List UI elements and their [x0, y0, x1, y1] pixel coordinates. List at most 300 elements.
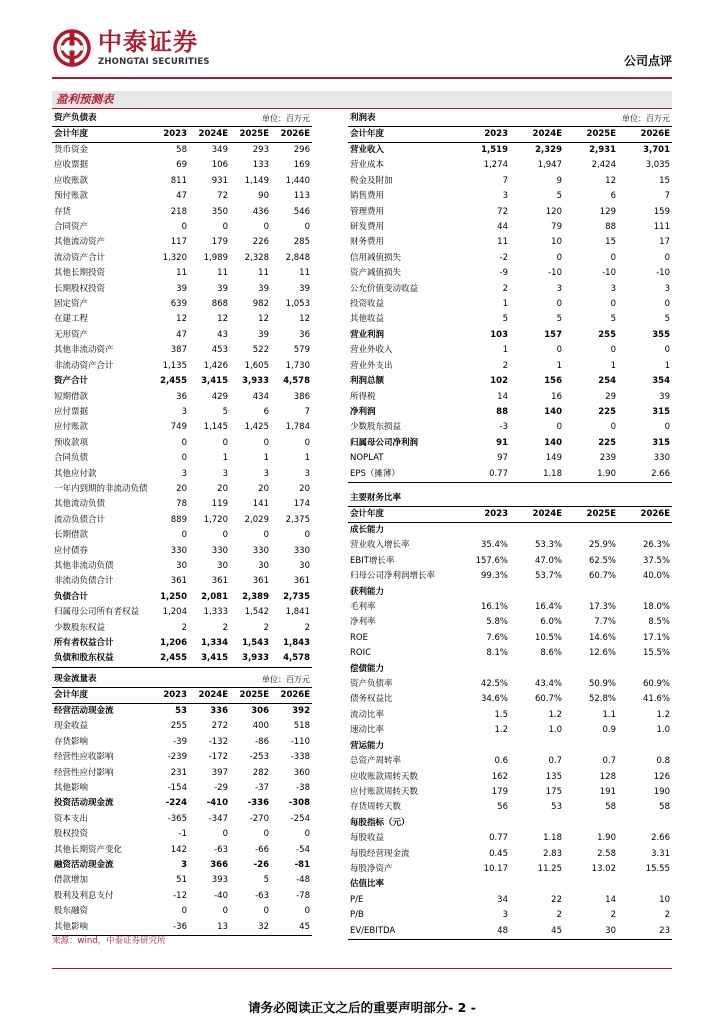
table-row [348, 343, 672, 358]
row-label: 销售费用 [350, 191, 385, 202]
row-value: 0 [222, 437, 228, 448]
row-value: 0 [304, 530, 310, 541]
row-value: 3 [181, 406, 187, 417]
row-value: 0.77 [456, 467, 510, 483]
table-row [52, 158, 312, 173]
row-value: 103 [490, 329, 508, 340]
footer-divider [52, 968, 672, 969]
row-value: 39 [258, 329, 269, 340]
table-row [52, 528, 312, 543]
row-value: 1.0 [548, 725, 562, 736]
row-value: 30 [176, 560, 187, 571]
row-value: 3.31 [651, 848, 670, 859]
year-header: 2023 [148, 127, 189, 143]
row-value: 88 [496, 406, 508, 417]
row-value [564, 877, 618, 892]
table-row [52, 436, 312, 451]
source-note: 来源：wind，中泰证券研究所 [52, 936, 166, 946]
row-value: 239 [599, 453, 616, 464]
row-value: 18.0% [642, 602, 670, 613]
row-value: 35.4% [480, 540, 508, 551]
table-row [348, 692, 672, 707]
header-divider [52, 77, 672, 79]
row-value: 40.0% [642, 571, 670, 582]
row-value: 1,989 [203, 252, 228, 263]
row-value: 2,389 [242, 591, 269, 602]
row-value: 91 [496, 437, 508, 448]
row-value: 169 [293, 160, 310, 171]
row-value: 179 [211, 237, 228, 248]
row-value: 0 [556, 252, 562, 263]
row-value: 0 [304, 829, 310, 840]
row-value: 45 [271, 920, 312, 936]
table-row [348, 220, 672, 235]
row-value: 1,206 [160, 638, 187, 648]
row-value: 10.17 [483, 863, 508, 874]
row-value: 12 [605, 175, 616, 186]
table-title-row [52, 111, 312, 127]
table-row [348, 189, 672, 204]
row-value: 3 [502, 910, 508, 921]
table-header-row [348, 507, 672, 523]
row-label: 资产减值损失 [350, 268, 402, 279]
row-value: 392 [292, 706, 310, 716]
row-value: 20 [176, 483, 187, 494]
row-value: 22 [551, 894, 562, 905]
row-value: 0 [664, 299, 670, 310]
row-label: 负债合计 [54, 591, 89, 602]
row-value: 429 [211, 391, 228, 402]
row-value: 1,425 [244, 422, 269, 433]
year-header: 2026E [271, 127, 312, 143]
row-value: 10 [659, 894, 670, 905]
row-label: 投资活动现金流 [54, 798, 114, 809]
row-value: 3 [263, 468, 269, 479]
row-value: 51 [176, 875, 187, 886]
row-value: 6 [263, 406, 269, 417]
row-value: 30 [299, 560, 310, 571]
row-value: 119 [211, 499, 228, 510]
row-value: -48 [296, 875, 310, 886]
row-value: 0 [181, 453, 187, 464]
table-unit [456, 491, 672, 507]
row-label: 预付账款 [54, 191, 89, 202]
table-row [348, 420, 672, 435]
row-value: 226 [252, 237, 269, 248]
row-value: 3,035 [645, 160, 670, 171]
table-row [348, 467, 672, 483]
row-label: 股权投资 [54, 829, 89, 840]
row-value: -154 [167, 783, 187, 794]
table-title: 主要财务比率 [348, 491, 456, 507]
row-value: 3 [181, 468, 187, 479]
table-row [52, 873, 312, 888]
table-row [348, 662, 672, 677]
row-value: 5 [556, 191, 562, 202]
section-title [52, 91, 672, 109]
row-value [564, 523, 618, 539]
row-value: 39 [659, 391, 670, 402]
row-value: 0.6 [494, 756, 508, 767]
row-value: 12 [217, 314, 228, 325]
table-row [52, 220, 312, 235]
row-value [618, 816, 672, 831]
row-label: 营运能力 [350, 740, 385, 751]
row-value: 72 [497, 206, 508, 217]
row-value: 231 [170, 767, 187, 778]
row-value [510, 739, 564, 754]
row-value: 1.2 [656, 709, 670, 720]
row-value: 16.1% [480, 602, 508, 613]
row-value: 13.02 [591, 863, 616, 874]
table-row [52, 843, 312, 858]
row-value: 159 [653, 206, 670, 217]
table-row [52, 651, 312, 667]
row-value: -78 [296, 890, 310, 901]
row-label: 应收账款周转天数 [350, 771, 419, 782]
row-label: 财务费用 [350, 237, 385, 248]
row-value: 982 [252, 299, 269, 310]
row-value: 45 [510, 924, 564, 940]
row-value: 191 [599, 786, 616, 797]
row-label: 研发费用 [350, 222, 385, 233]
table-row [52, 559, 312, 574]
table-row [52, 497, 312, 512]
row-value: 34.6% [480, 694, 508, 705]
table-row [348, 143, 672, 159]
row-value: 2 [263, 622, 269, 633]
row-value: 7.7% [594, 617, 616, 628]
row-value: 106 [211, 160, 228, 171]
row-label: 营业收入增长率 [350, 540, 410, 551]
row-value: 2,424 [591, 160, 616, 171]
year-header: 2025E [230, 127, 271, 143]
row-value: 69 [176, 160, 187, 171]
row-value: 3 [304, 468, 310, 479]
row-label: 应付账款周转天数 [350, 786, 419, 797]
row-value: 2 [222, 622, 228, 633]
row-label: 净利率 [350, 617, 376, 628]
row-value: -39 [173, 736, 187, 747]
row-value: 889 [170, 514, 187, 525]
row-value: 3,415 [201, 376, 228, 387]
row-value [510, 816, 564, 831]
row-value: 25.9% [588, 540, 616, 551]
table-row [348, 677, 672, 692]
table-row [348, 862, 672, 877]
cash-flow-table [52, 672, 312, 936]
row-label: 借款增加 [54, 875, 89, 886]
table-row [52, 328, 312, 343]
row-label: 每股经营现金流 [350, 848, 410, 859]
row-value: 0 [181, 906, 187, 917]
row-value: 39 [176, 283, 187, 294]
row-value: 37.5% [642, 555, 670, 566]
row-label: 流动比率 [350, 709, 385, 720]
row-value: 11 [299, 268, 310, 279]
row-value: 1 [502, 299, 508, 310]
row-value: 20 [299, 483, 310, 494]
row-value: 1,135 [162, 360, 187, 371]
table-row [348, 235, 672, 250]
row-label: 流动负债合计 [54, 514, 106, 525]
table-row [348, 847, 672, 862]
table-title: 利润表 [348, 111, 456, 127]
row-label: EV/EBITDA [348, 924, 456, 940]
row-label: 估值比率 [350, 879, 385, 890]
table-row [52, 420, 312, 435]
row-label: 经营性应收影响 [54, 752, 114, 763]
table-row [52, 451, 312, 466]
row-value: 12 [176, 314, 187, 325]
row-value: 8.6% [540, 648, 562, 659]
row-value: 60.7% [534, 694, 562, 705]
row-value: 5 [556, 314, 562, 325]
year-header: 2023 [456, 127, 510, 143]
row-value [510, 585, 564, 600]
year-header: 2026E [271, 688, 312, 704]
table-row [348, 631, 672, 646]
row-value: 1,730 [285, 360, 310, 371]
table-row [348, 266, 672, 281]
row-value: 1.90 [564, 467, 618, 483]
row-value: 1,841 [285, 607, 310, 618]
row-value: 0.77 [489, 833, 508, 844]
row-value: 56 [497, 802, 508, 813]
row-value [456, 739, 510, 754]
table-row [52, 174, 312, 189]
row-value: 149 [545, 453, 562, 464]
row-value: 0 [664, 252, 670, 263]
row-label: 获利能力 [350, 586, 385, 597]
table-row [348, 297, 672, 312]
row-value: -29 [214, 783, 228, 794]
row-value: 58 [659, 802, 670, 813]
table-header-row [52, 688, 312, 704]
row-value: 1,334 [201, 638, 228, 648]
row-value: -347 [208, 813, 228, 824]
row-value: 43.4% [534, 679, 562, 690]
row-value: 179 [491, 786, 508, 797]
row-value: 0 [263, 437, 269, 448]
row-value: 58 [605, 802, 616, 813]
table-row [52, 282, 312, 297]
row-value: 0.7 [548, 756, 562, 767]
table-row [52, 143, 312, 159]
row-label: 其他收益 [350, 314, 385, 325]
table-row [348, 615, 672, 630]
row-value: 142 [170, 844, 187, 855]
row-value [564, 662, 618, 677]
row-value: -132 [208, 736, 228, 747]
row-label: 净利润 [350, 406, 376, 417]
row-label: 少数股东权益 [54, 622, 106, 633]
row-label: EPS（摊薄） [348, 467, 456, 483]
table-row [52, 405, 312, 420]
row-value: 1 [222, 453, 228, 464]
row-value: 330 [252, 545, 269, 556]
row-value: 175 [545, 786, 562, 797]
row-value: 3,933 [242, 376, 269, 387]
row-label: 其他影响 [54, 783, 89, 794]
row-label: P/E [350, 894, 364, 905]
row-label: ROIC [350, 648, 372, 659]
row-value: 3 [502, 191, 508, 202]
row-value: 97 [497, 453, 508, 464]
table-row [348, 390, 672, 405]
row-label: 所得税 [350, 391, 376, 402]
row-value: 2,735 [283, 591, 310, 602]
year-label: 会计年度 [52, 127, 148, 143]
table-row [52, 621, 312, 636]
row-label: ROE [350, 632, 368, 643]
row-label: 营业利润 [350, 329, 385, 340]
row-value: 102 [490, 376, 508, 387]
table-row [52, 235, 312, 250]
row-value: 8.1% [486, 648, 508, 659]
row-value: -66 [255, 844, 269, 855]
row-value: 0 [610, 422, 616, 433]
brand-name-cn: 中泰证券 [98, 28, 198, 56]
table-row [52, 297, 312, 312]
row-value: 330 [653, 453, 670, 464]
row-label: 存货 [54, 206, 72, 217]
year-header: 2023 [148, 688, 189, 704]
table-row [348, 405, 672, 420]
year-header: 2024E [510, 507, 564, 523]
row-value: 2,455 [148, 651, 189, 667]
row-label: 应付债券 [54, 545, 89, 556]
row-value: -308 [288, 798, 310, 809]
row-value: 133 [252, 160, 269, 171]
row-value: 393 [211, 875, 228, 886]
row-value: 2,375 [285, 514, 310, 525]
row-value: -253 [249, 752, 269, 763]
row-value: 315 [652, 437, 670, 448]
table-row [348, 908, 672, 923]
row-value: 42.5% [480, 679, 508, 690]
row-value: 30 [217, 560, 228, 571]
row-value: 140 [544, 406, 562, 417]
row-value [618, 585, 672, 600]
row-value: 3 [556, 283, 562, 294]
row-value: -37 [255, 783, 269, 794]
table-title-row [348, 491, 672, 507]
table-row [52, 343, 312, 358]
row-label: 资产负债率 [350, 679, 393, 690]
row-label: 管理费用 [350, 206, 385, 217]
table-row [52, 189, 312, 204]
row-label: 存货影响 [54, 736, 89, 747]
row-value: 15 [605, 237, 616, 248]
row-value: 2,931 [589, 145, 616, 155]
row-value: 14 [497, 391, 508, 402]
row-value: 0 [222, 829, 228, 840]
row-value: 0 [304, 437, 310, 448]
row-value: 1,145 [203, 422, 228, 433]
row-value: -270 [249, 813, 269, 824]
row-value: 34 [497, 894, 508, 905]
row-label: 偿债能力 [350, 663, 385, 674]
row-value: 10.5% [534, 632, 562, 643]
table-row [348, 585, 672, 600]
row-value: 360 [293, 767, 310, 778]
row-value: 50.9% [588, 679, 616, 690]
row-value [456, 662, 510, 677]
row-label: 少数股东损益 [350, 422, 402, 433]
row-label: 公允价值变动收益 [350, 283, 419, 294]
row-value: 2.66 [651, 833, 670, 844]
row-label: 在建工程 [54, 314, 89, 325]
row-value: 218 [170, 206, 187, 217]
row-value: -10 [656, 268, 670, 279]
table-unit: 单位：百万元 [456, 111, 672, 127]
row-value: 1.2 [494, 725, 508, 736]
row-value: 2,328 [244, 252, 269, 263]
row-value: 39 [217, 283, 228, 294]
row-value: 156 [544, 376, 562, 387]
table-row [348, 158, 672, 173]
row-value: 14 [605, 894, 616, 905]
row-value: 29 [605, 391, 616, 402]
row-label: 短期借款 [54, 391, 89, 402]
row-value: 135 [545, 771, 562, 782]
row-value: 1,440 [285, 175, 310, 186]
row-value: -110 [290, 736, 310, 747]
row-value: 579 [293, 345, 310, 356]
section-title-text: 盈利预测表 [56, 92, 114, 106]
row-value: -1 [178, 829, 187, 840]
row-value: -338 [290, 752, 310, 763]
row-value: 2,329 [535, 145, 562, 155]
row-label: 股利及利息支付 [54, 890, 114, 901]
row-value: 174 [293, 499, 310, 510]
row-label: 营业成本 [350, 160, 385, 171]
row-value: 4,578 [283, 376, 310, 387]
row-value: 3,415 [189, 651, 230, 667]
table-row [348, 770, 672, 785]
row-value: 16 [551, 391, 562, 402]
row-value: 20 [217, 483, 228, 494]
row-value: 30 [258, 560, 269, 571]
row-label: 所有者权益合计 [54, 638, 114, 648]
row-value: 354 [652, 376, 670, 387]
row-value: 315 [652, 406, 670, 417]
row-value: 1,843 [283, 638, 310, 648]
row-value: 128 [599, 771, 616, 782]
row-value: 117 [170, 237, 187, 248]
row-label: 投资收益 [350, 299, 385, 310]
row-value: 5.8% [486, 617, 508, 628]
table-header-row [52, 127, 312, 143]
row-label: 长期借款 [54, 530, 89, 541]
row-label: 非流动负债合计 [54, 576, 114, 587]
row-value: 58 [176, 145, 187, 155]
row-value: 6.0% [540, 617, 562, 628]
row-value: 10 [551, 237, 562, 248]
table-row [348, 436, 672, 451]
row-label: 每股指标（元） [350, 817, 410, 828]
row-value: 282 [252, 767, 269, 778]
row-value: 23 [618, 924, 672, 940]
row-value: 157.6% [475, 555, 508, 566]
row-label: 信用减值损失 [350, 252, 402, 263]
row-value: 47 [176, 329, 187, 340]
row-label: 营业收入 [350, 145, 385, 155]
row-value [456, 523, 510, 539]
row-label: 其他应付款 [54, 468, 97, 479]
row-value: 255 [598, 329, 616, 340]
